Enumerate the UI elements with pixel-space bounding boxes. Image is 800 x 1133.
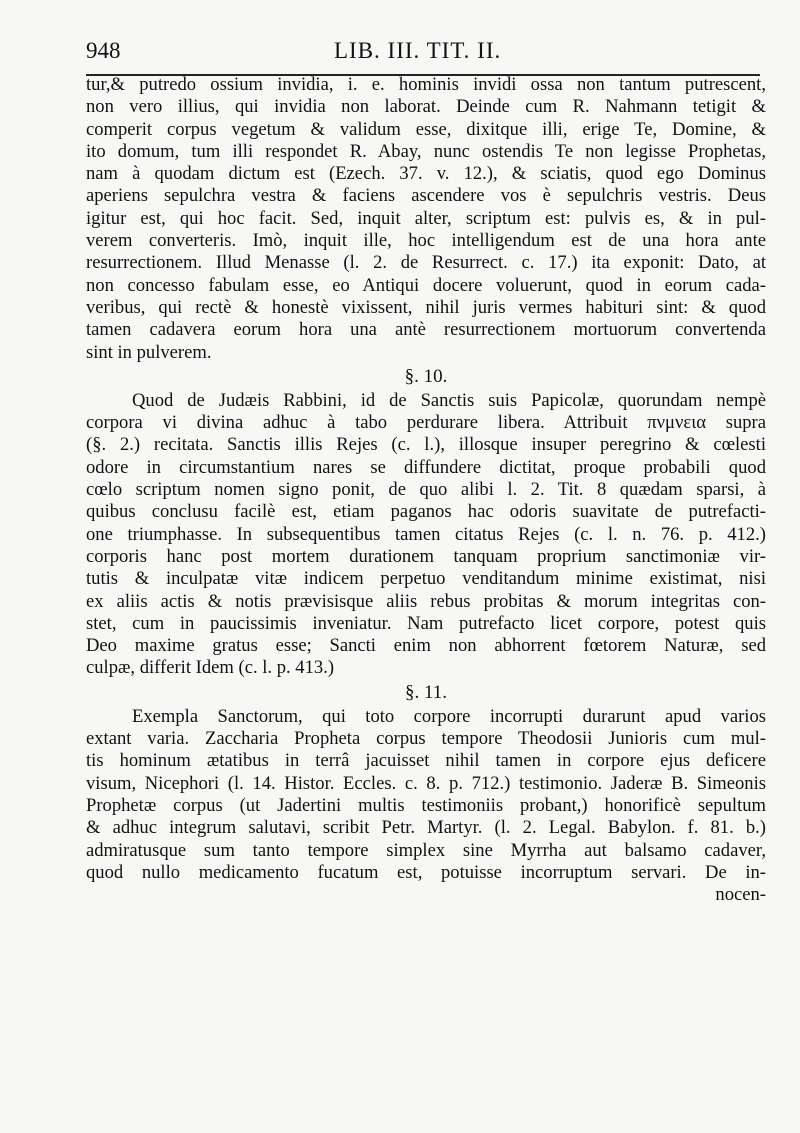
text-block (86, 74, 766, 906)
text-line: veribus, qui rectè & honestè vixissent, nihil juris vermes habituri sint: & quod (86, 296, 766, 318)
section-10-line: ex aliis actis & notis prævisisque aliis rebus probitas & morum integritas con- (86, 590, 766, 612)
section-10-line: odore in circumstantium nares se diffundere dictitat, proque probabili quod (86, 456, 766, 478)
text-line: ito domum, tum illi respondet R. Abay, nunc ostendis Te non legisse Prophetas, (86, 140, 766, 162)
text-line: non vero illius, qui invidia non laborat. Deinde cum R. Nahmann tetigit & (86, 96, 766, 118)
text-line: tur,& putredo ossium invidia, i. e. hominis invidi ossa non tantum putrescent, (86, 74, 766, 95)
section-10-line: quibus conclusu facilè est, etiam paganos hac odoris suavitate de putrefacti- (86, 501, 766, 523)
text-line: sint in pulverem. (86, 341, 212, 363)
page-number: 948 (86, 38, 121, 63)
text-line: aperiens sepulchra vestra & faciens ascendere vos è sepulchris vestris. Deus (86, 185, 766, 207)
section-11-line: Prophetæ corpus (ut Jadertini multis testimoniis probant,) honorificè sepultum (86, 794, 766, 816)
section-11-line: extant varia. Zaccharia Propheta corpus tempore Theodosii Junioris cum mul- (86, 728, 766, 750)
text-line: non concesso fabulam esse, eo Antiqui docere voluerunt, quod in eorum cada- (86, 274, 766, 296)
section-11-line: & adhuc integrum salutavi, scribit Petr. Martyr. (l. 2. Legal. Babylon. f. 81. b.) (86, 817, 766, 839)
section-10-line: corpora vi divina adhuc à tabo perdurare libera. Attribuit πνμνεια supra (86, 412, 766, 434)
section-10-line: cœlo scriptum nomen signo ponit, de quo alibi l. 2. Tit. 8 quædam sparsi, à (86, 479, 766, 501)
section-10-line: Deo maxime gratus esse; Sancti enim non abhorrent fœtorem Naturæ, sed (86, 635, 766, 657)
text-line: nam à quodam dictum est (Ezech. 37. v. 12.), & sciatis, quod ego Dominus (86, 163, 766, 185)
text-line: resurrectionem. Illud Menasse (l. 2. de Resurrect. c. 17.) ita exponit: Dato, at (86, 252, 766, 274)
text-line: igitur est, qui hoc facit. Sed, inquit alter, scriptum est: pulvis es, & in pul- (86, 207, 766, 229)
section-11-line: visum, Nicephori (l. 14. Histor. Eccles. c. 8. p. 712.) testimonio. Jaderæ B. Simeonis (86, 772, 766, 794)
section-10-line: one triumphasse. In subsequentibus tamen citatus Rejes (c. l. n. 76. p. 412.) (86, 523, 766, 545)
section-10-line: corporis hanc post mortem durationem tanquam proprium sanctimoniæ vir- (86, 545, 766, 567)
running-head: LIB. III. TIT. II. (334, 38, 502, 63)
text-line: tamen cadavera eorum hora una antè resurrectionem mortuorum convertenda (86, 319, 766, 341)
section-heading-11: §. 11. (404, 681, 448, 703)
page-header (86, 34, 770, 74)
section-10-line: tutis & inculpatæ vitæ indicem perpetuo venditandum minime existimat, nisi (86, 568, 766, 590)
section-11-line: tis hominum ætatibus in terrâ jacuisset nihil tamen in corpore ejus deficere (86, 750, 766, 772)
section-10-line: culpæ, differit Idem (c. l. p. 413.) (86, 657, 335, 679)
section-10-line: (§. 2.) recitata. Sanctis illis Rejes (c. l.), illosque insuper peregrino & cœlesti (86, 434, 766, 456)
catchword: nocen- (715, 884, 766, 906)
section-11-line: quod nullo medicamento fucatum est, potuisse incorruptum servari. De in- (86, 861, 766, 883)
section-11-line: Exempla Sanctorum, qui toto corpore incorrupti durarunt apud varios (132, 705, 766, 727)
text-line: verem converteris. Imò, inquit ille, hoc intelligendum est de una hora ante (86, 230, 766, 252)
section-11-line: admiratusque sum tanto tempore simplex sine Myrrha aut balsamo cadaver, (86, 839, 766, 861)
section-heading-10: §. 10. (404, 365, 448, 387)
text-line: comperit corpus vegetum & validum esse, dixitque illi, erige Te, Domine, & (86, 118, 766, 140)
section-10-line: Quod de Judæis Rabbini, id de Sanctis suis Papicolæ, quorundam nempè (132, 389, 766, 411)
section-10-line: stet, cum in paucissimis inveniatur. Nam putrefacto licet corpore, potest quis (86, 612, 766, 634)
